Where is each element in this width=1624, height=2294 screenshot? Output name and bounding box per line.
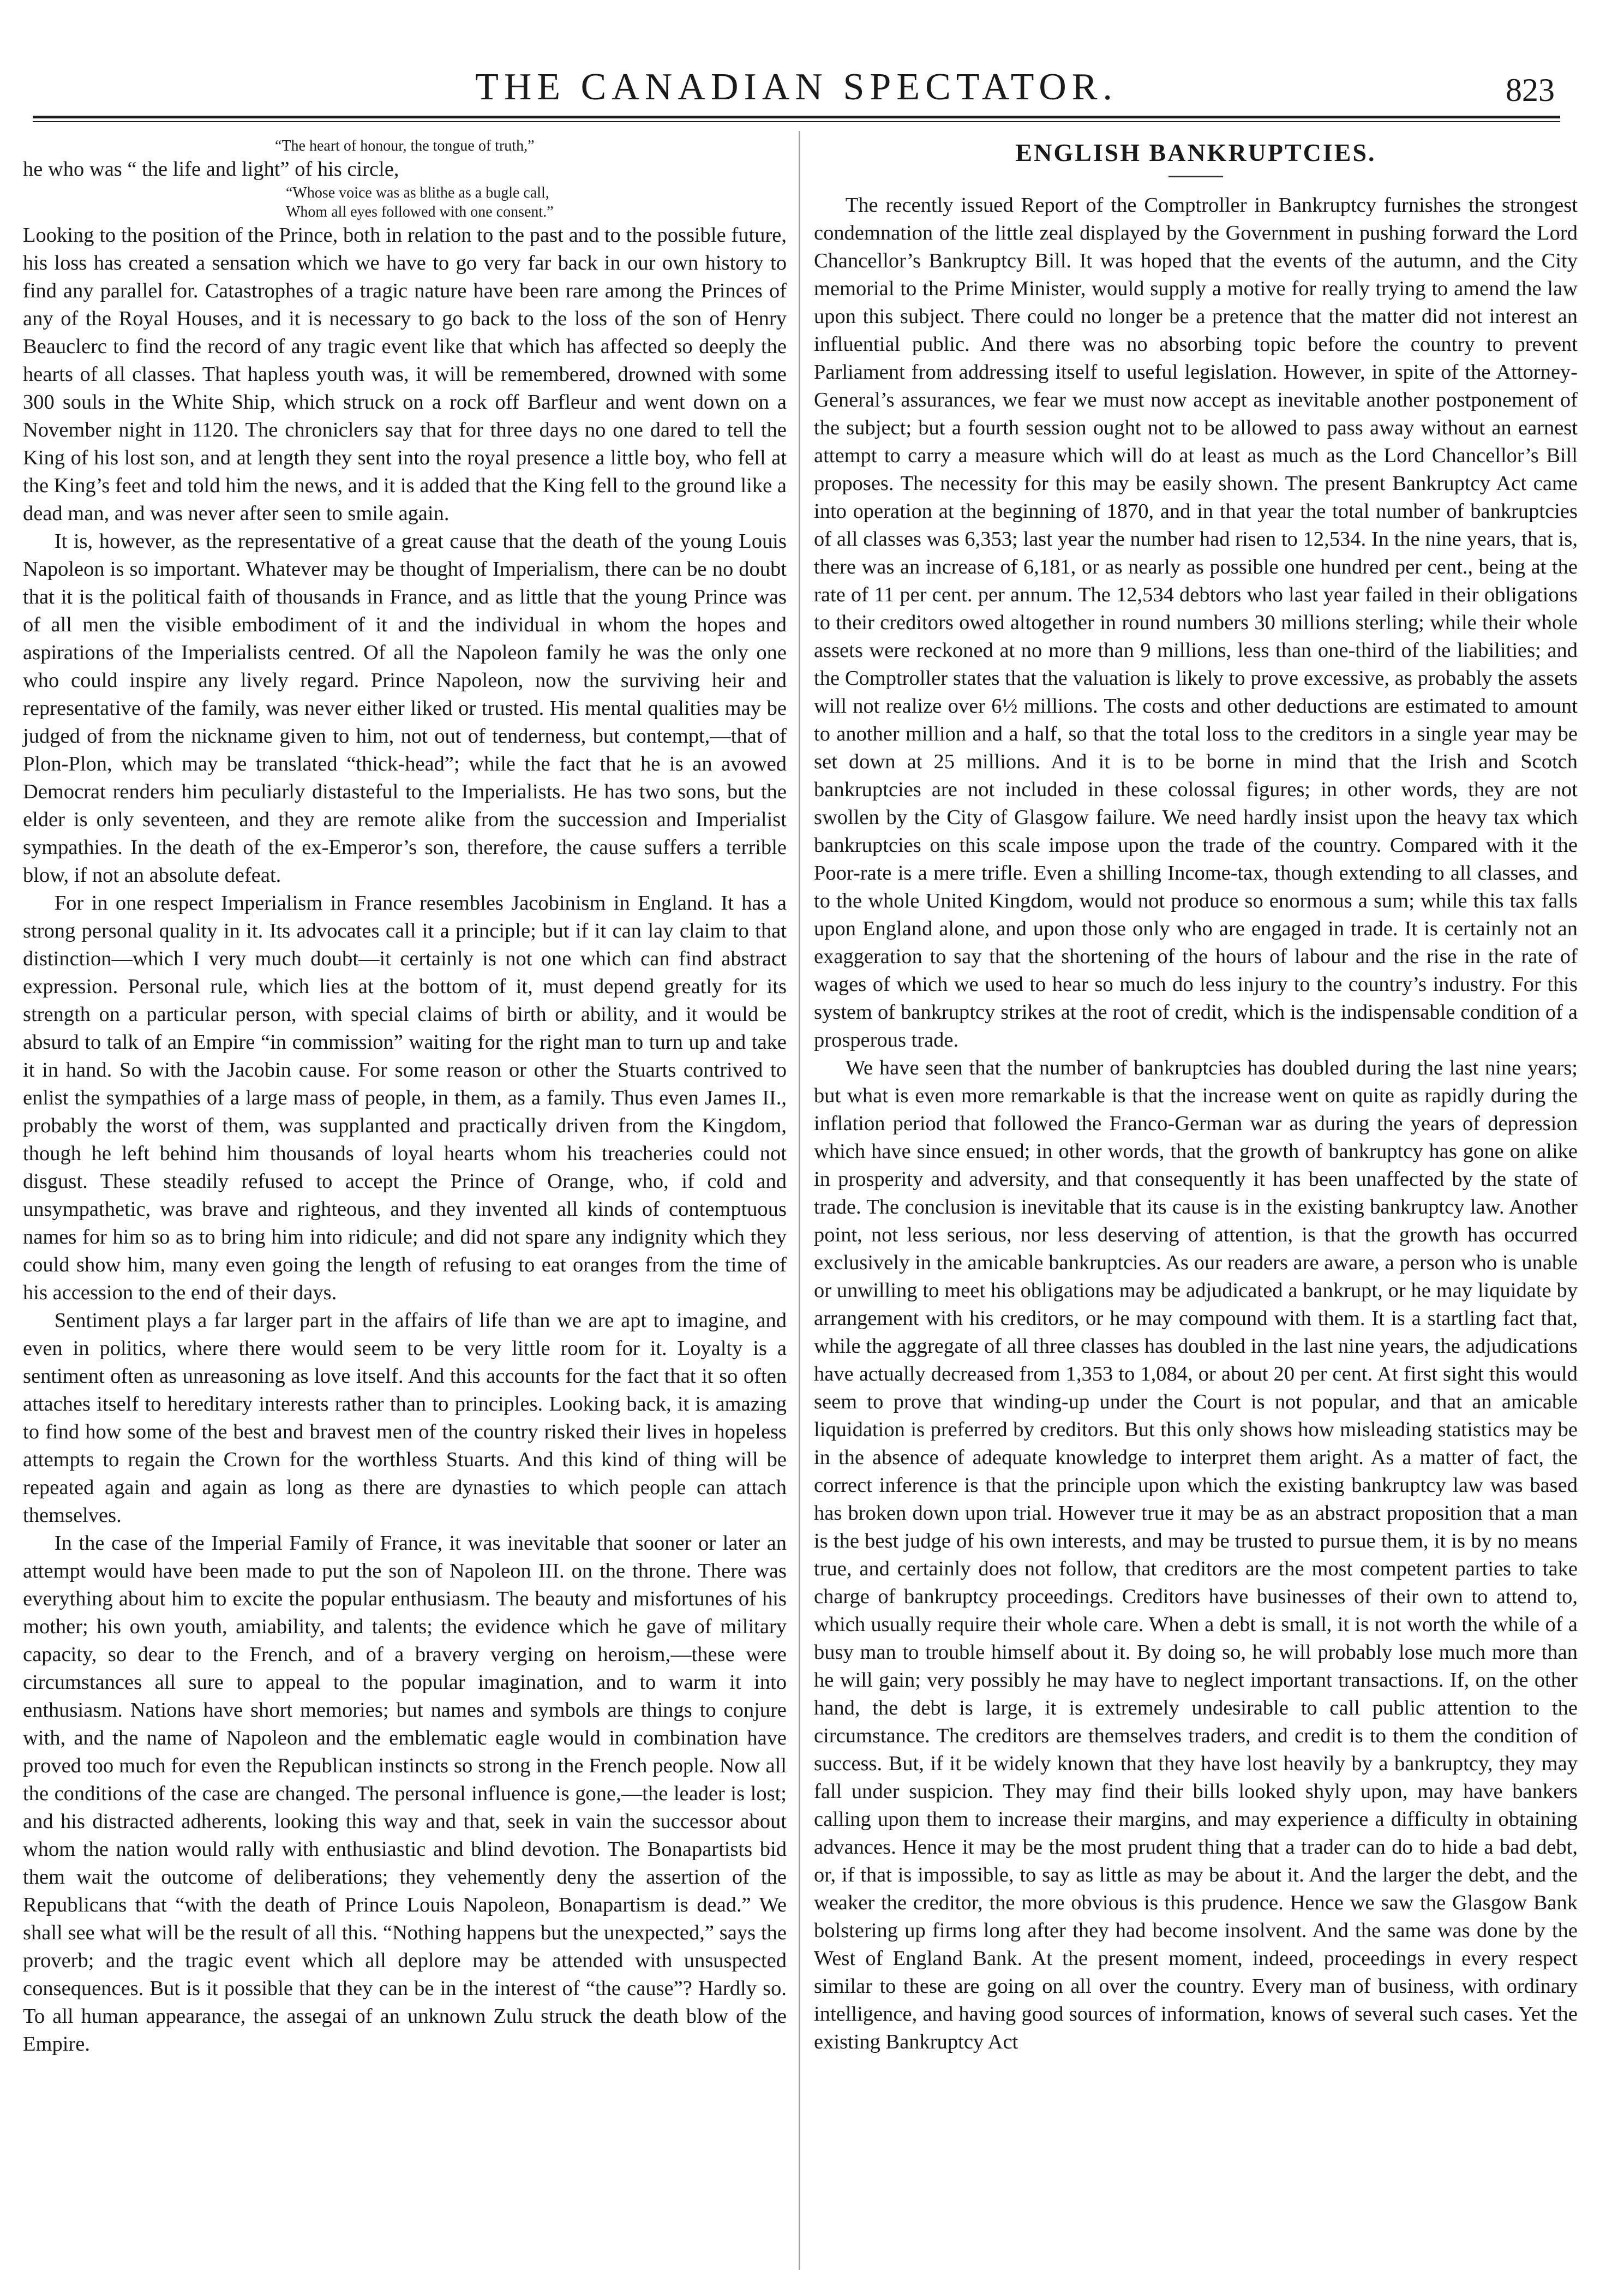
article-paragraph: In the case of the Imperial Family of France, it was inevitable that sooner or later an attempt would have been made to put the son of Napoleon III. on the throne. There was everything about him to excite the popular enthusiasm. The beauty and misfortunes of his mother; his own youth, amiability, and talents; the evidence which he gave of military capacity, so dear to the French, and of a bravery verging on heroism,—these were circumstances all sure to appeal to the popular imagination, and to warm it into enthusiasm. Nations have short memories; but names and symbols are things to conjure with, and the name of Napoleon and the emblematic eagle would in combination have proved too much for even the Republican instincts so strong in the French people. Now all the conditions of the case are changed. The personal influence is gone,—the leader is lost; and his distracted adherents, looking this way and that, seek in vain the successor about whom the nation would rally with enthusiastic and blind devotion. The Bonapartists bid them wait the outcome of deliberations; they vehemently deny the assertion of the Republicans that “with the death of Prince Louis Napoleon, Bonapartism is dead.” We shall see what will be the result of all this. “Nothing happens but the unexpected,” says the proverb; and the tragic event which all deplore may be attended with unsuspected consequences. But is it possible that they can be in the interest of “the cause”? Hardly so. To all human appearance, the assegai of an unknown Zulu struck the death blow of the Empire. [23,1532,787,2056]
verse-line: Whom all eyes followed with one consent.” [286,204,554,220]
article-paragraph: It is, however, as the representative of a great cause that the death of the young Louis Napoleon is so important. Whatever may be thought of Imperialism, there can be no doubt that it is the political faith of thousands in France, and as little that the young Prince was of all men the visible embodiment of it and the individual in whom the hopes and aspirations of the Imperialists centred. Of all the Napoleon family he was the only one who could inspire any lively regard. Prince Napoleon, now the surviving heir and representative of the family, was never either liked or trusted. His mental qualities may be judged of from the nickname given to him, not out of tenderness, but contempt,—that of Plon-Plon, which may be translated “thick-head”; while the fact that he is an avowed Democrat renders him peculiarly distasteful to the Imperialists. He has two sons, but the elder is only seventeen, and they are remote alike from the succession and Imperialist sympathies. In the death of the ex-Emperor’s son, therefore, the cause suffers a terrible blow, if not an absolute defeat. [23,530,787,887]
publication-title: THE CANADIAN SPECTATOR. [475,66,1118,108]
article-paragraph: Sentiment plays a far larger part in the affairs of life than we are apt to imagine, and even in politics, where there would seem to be very little room for it. Loyalty is a sentiment often as unreasoning as love itself. And this accounts for the fact that it so often attaches itself to hereditary interests rather than to principles. Looking back, it is amazing to find how some of the best and bravest men of the country risked their lives in hopeless attempts to regain the Crown for the worthless Stuarts. And this kind of thing will be repeated again and again as long as there are dynasties to which people can attach themselves. [23,1309,787,1527]
article-paragraph: The recently issued Report of the Comptroller in Bankruptcy furnishes the strongest condemnation of the little zeal displayed by the Government in pushing forward the Lord Chancellor’s Bankruptcy Bill. It was hoped that the events of the autumn, and the City memorial to the Prime Minister, would supply a motive for really trying to amend the law upon this subject. There could no longer be a pretence that the matter did not interest an influential public. And there was no absorbing topic before the country to prevent Parliament from addressing itself to useful legislation. However, in spite of the Attorney-General’s assurances, we fear we must now accept as inevitable another postponement of the subject; but a fourth session ought not to be allowed to pass away without an earnest attempt to carry a measure which will do at least as much as the Lord Chancellor’s Bill proposes. The necessity for this may be easily shown. The present Bankruptcy Act came into operation at the beginning of 1870, and in that year the total number of bankruptcies of all classes was 6,353; last year the number had risen to 12,534. In the nine years, that is, there was an increase of 6,181, or as nearly as possible one hundred per cent., being at the rate of 11 per cent. per annum. The 12,534 debtors who last year failed in their obligations to their creditors owed altogether in round numbers 30 millions sterling; while their whole assets were reckoned at no more than 9 millions, less than one-third of the liabilities; and the Comptroller states that the valuation is likely to prove excessive, as probably the assets will not realize over 6½ millions. The costs and other deductions are estimated to amount to another million and a half, so that the total loss to the creditors in a single year may be set down at 25 millions. And it is to be borne in mind that the Irish and Scotch bankruptcies are not included in these colossal figures; in other words, they are not swollen by the City of Glasgow failure. We need hardly insist upon the heavy tax which bankruptcies on this scale impose upon the trade of the country. Compared with it the Poor-rate is a mere trifle. Even a shilling Income-tax, though extending to all classes, and to the whole United Kingdom, would not produce so enormous a sum; while this tax falls upon England alone, and upon those only who are engaged in trade. It is certainly not an exaggeration to say that the shortening of the hours of labour and the rise in the rate of wages of which we used to hear so much do less injury to the country’s industry. For this system of bankruptcy strikes at the root of credit, which is the indispensable condition of a prosperous trade. [814,194,1578,1052]
page-header [33,65,1560,136]
page-number: 823 [1506,72,1555,108]
column-divider [799,131,800,2270]
header-rule [33,116,1560,118]
verse-line: “Whose voice was as blithe as a bugle call, [286,184,549,201]
verse-line: “The heart of honour, the tongue of truth,” [275,138,535,154]
left-column [23,136,787,2058]
article-paragraph: Looking to the position of the Prince, both in relation to the past and to the possible future, his loss has created a sensation which we have to go very far back in our own history to find any parallel for. Catastrophes of a tragic nature have been rare among the Princes of any of the Royal Houses, and it is necessary to go back to the loss of the son of Henry Beauclerc to find the record of any tragic event like that which has affected so deeply the hearts of all classes. That hapless youth was, it will be remembered, drowned with some 300 souls in the White Ship, which struck on a rock off Barfleur and went down on a November night in 1120. The chroniclers say that for three days no one dared to tell the King of his lost son, and at length they sent into the royal presence a little boy, who fell at the King’s feet and told him the news, and it is added that the King fell to the ground like a dead man, and was never after seen to smile again. [23,224,787,525]
article-title: ENGLISH BANKRUPTCIES. [1015,139,1376,166]
verse-intro: he who was “ the life and light” of his circle, [23,158,399,181]
article-paragraph: We have seen that the number of bankruptcies has doubled during the last nine years; but what is even more remarkable is that the increase went on quite as rapidly during the inflation period that followed the Franco-German war as during the years of depression which have since ensued; in other words, that the growth of bankruptcy has gone on alike in prosperity and adversity, and that consequently it has been unaffected by the state of trade. The conclusion is inevitable that its cause is in the existing bankruptcy law. Another point, not less serious, nor less deserving of attention, is that the growth has occurred exclusively in the amicable bankruptcies. As our readers are aware, a person who is unable or unwilling to meet his obligations may be adjudicated a bankrupt, or he may liquidate by arrangement with his creditors, or he may compound with them. It is a startling fact that, while the aggregate of all three classes has doubled in the last nine years, the adjudications have actually decreased from 1,353 to 1,084, or about 20 per cent. At first sight this would seem to prove that winding-up under the Court is not popular, and that an amicable liquidation is preferred by creditors. But this only shows how misleading statistics may be in the absence of adequate knowledge to interpret them aright. As a matter of fact, the correct inference is that the principle upon which the existing bankruptcy law was based has broken down upon trial. However true it may be as an abstract proposition that a man is the best judge of his own interests, and may be trusted to pursue them, it is by no means true, and certainly does not follow, that creditors are the most competent parties to take charge of bankruptcy proceedings. Creditors have businesses of their own to attend to, which usually require their whole care. When a debt is small, it is not worth the while of a busy man to trouble himself about it. By doing so, he will probably lose much more than he will gain; very possibly he may have to neglect important transactions. If, on the other hand, the debt is large, it is extremely undesirable to call public attention to the circumstance. The creditors are themselves traders, and credit is to them the condition of success. But, if it be widely known that they have lost heavily by a bankruptcy, they may fall under suspicion. They may find their bills looked shyly upon, may have bankers calling upon them to increase their margins, and may experience a difficulty in obtaining advances. Hence it may be the most prudent thing that a trader can do to hide a bad debt, or, if that is impossible, to say as little as may be about it. And the larger the debt, and the weaker the creditor, the more obvious is this prudence. Hence we saw the Glasgow Bank bolstering up firms long after they had become insolvent. And the same was done by the West of England Bank. At the present moment, indeed, proceedings in every respect similar to these are going on all over the country. Every man of business, with ordinary intelligence, and having good sources of information, knows of several such cases. Yet the existing Bankruptcy Act [814,1056,1578,2053]
right-column [814,136,1578,2056]
title-rule [1168,176,1223,177]
header-rule-thin [33,121,1560,122]
article-paragraph: For in one respect Imperialism in France resembles Jacobinism in England. It has a strong personal quality in it. Its advocates call it a principle; but if it can lay claim to that distinction—which I very much doubt—it certainly is not one which can find abstract expression. Personal rule, which lies at the bottom of it, must depend greatly for its strength on a particular person, with special claims of birth or ability, and it would be absurd to talk of an Empire “in commission” waiting for the right man to turn up and take it in hand. So with the Jacobin cause. For some reason or other the Stuarts contrived to enlist the sympathies of a large mass of people, in them, as a family. Thus even James II., probably the worst of them, was supplanted and practically driven from the Kingdom, though he left behind him thousands of loyal hearts whom his treacheries could not disgust. These steadily refused to accept the Prince of Orange, who, if cold and unsympathetic, was brave and righteous, and they invented all kinds of contemptuous names for him so as to bring him into ridicule; and did not spare any indignity which they could show him, many even going the length of refusing to eat oranges from the time of his accession to the end of their days. [23,892,787,1304]
